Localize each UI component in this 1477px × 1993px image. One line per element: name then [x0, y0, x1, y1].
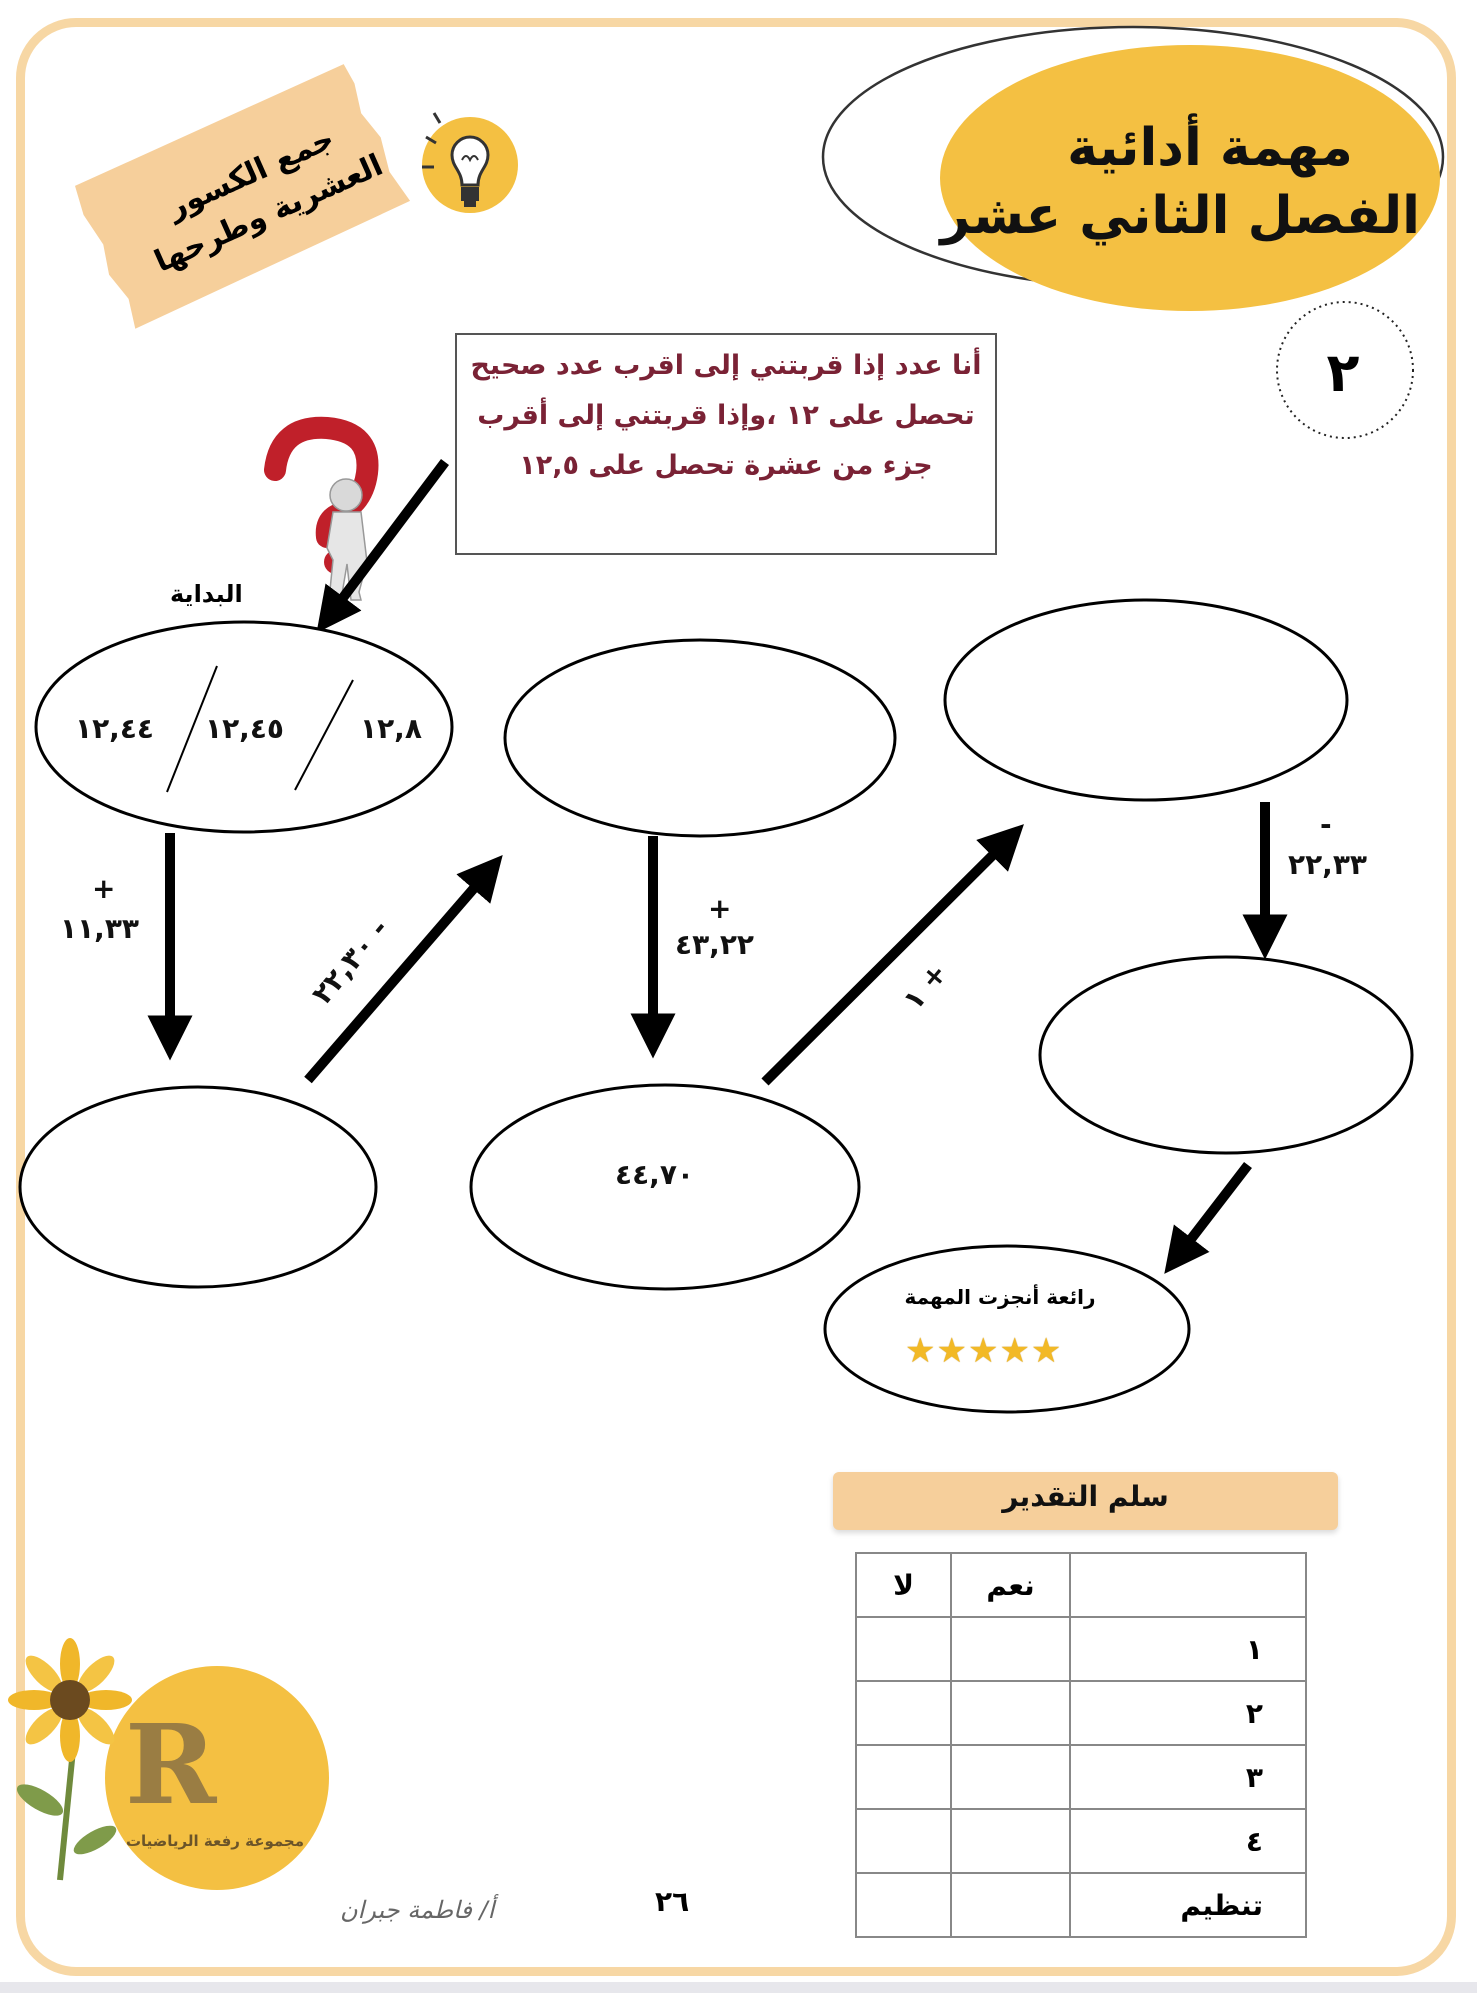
rubric-col-yes: نعم: [951, 1553, 1070, 1617]
op1-value: ١١,٣٣: [60, 912, 139, 945]
task-number: ٢: [1326, 341, 1360, 404]
rubric-cell-yes[interactable]: [951, 1617, 1070, 1681]
rubric-col-no: لا: [856, 1553, 951, 1617]
op4-number: ١: [896, 982, 933, 1017]
rubric-cell-yes[interactable]: [951, 1681, 1070, 1745]
op3-value: ٤٣,٢٢: [675, 928, 754, 961]
title-badge: [940, 45, 1440, 311]
ellipse-3b: [1040, 957, 1412, 1153]
op4-sign: +: [913, 956, 954, 996]
rubric-header-row: [856, 1553, 1306, 1617]
op2-number: ٢٢,٣٠: [305, 928, 382, 1011]
rubric-cell-yes[interactable]: [951, 1873, 1070, 1937]
rubric-table: [855, 1552, 1307, 1938]
op2-sign: -: [362, 912, 396, 943]
rubric-criterion: ٢: [1070, 1681, 1306, 1745]
start-option-3: ١٢,٤٤: [75, 712, 154, 745]
arrow-down-6: [1178, 1165, 1248, 1256]
ellipse-1b: [20, 1087, 376, 1287]
finish-text: رائعة أنجزت المهمة: [904, 1285, 1096, 1309]
rubric-criterion: ٣: [1070, 1745, 1306, 1809]
rubric-criterion: تنظيم: [1070, 1873, 1306, 1937]
riddle-text: أنا عدد إذا قربتني إلى اقرب عدد صحيح تحصل على ١٢ ،وإذا قربتني إلى أقرب جزء من عشرة تحصل على ١٢,٥: [470, 350, 982, 481]
page-number: ٢٦: [655, 1885, 690, 1918]
ellipse-2: [505, 640, 895, 836]
start-option-2: ١٢,٤٥: [205, 712, 284, 745]
rubric-cell-no[interactable]: [856, 1681, 951, 1745]
rubric-cell-yes[interactable]: [951, 1809, 1070, 1873]
op5-sign: -: [1320, 808, 1332, 841]
result-value: ٤٤,٧٠: [615, 1158, 694, 1191]
rubric-criterion: ١: [1070, 1617, 1306, 1681]
question-figure-icon: [275, 428, 368, 600]
topic-label: جمع الكسور العشرية وطرحها: [149, 121, 389, 280]
op3-sign: +: [708, 892, 732, 925]
rubric-cell-yes[interactable]: [951, 1745, 1070, 1809]
rubric-cell-no[interactable]: [856, 1873, 951, 1937]
rubric-cell-no[interactable]: [856, 1617, 951, 1681]
rubric-row: [856, 1809, 1306, 1873]
lightbulb-icon: [422, 113, 518, 213]
rubric-cell-no[interactable]: [856, 1809, 951, 1873]
logo-caption: مجموعة رفعة الرياضيات: [125, 1832, 305, 1850]
rubric-col-criteria: [1070, 1553, 1306, 1617]
title-line-1: مهمة أدائية: [1067, 118, 1353, 178]
title-line-2: الفصل الثاني عشر: [940, 186, 1420, 246]
rubric-cell-no[interactable]: [856, 1745, 951, 1809]
rubric-row: [856, 1681, 1306, 1745]
riddle-box: [455, 333, 997, 555]
finish-ellipse: [825, 1246, 1189, 1412]
op1-sign: +: [92, 872, 116, 905]
rubric-row: [856, 1617, 1306, 1681]
author-signature: أ/ فاطمة جبران: [340, 1896, 495, 1924]
start-label: البداية: [170, 580, 243, 608]
arrow-up-4: [765, 840, 1008, 1082]
rubric-criterion: ٤: [1070, 1809, 1306, 1873]
ellipse-3: [945, 600, 1347, 800]
rubric-row: [856, 1873, 1306, 1937]
rubric-title: سلم التقدير: [1002, 1480, 1169, 1513]
op5-value: ٢٢,٣٣: [1288, 848, 1367, 881]
logo-letter: R: [125, 1700, 217, 1829]
start-option-1: ١٢,٨: [360, 712, 422, 745]
rubric-row: [856, 1745, 1306, 1809]
star-rating: ★★★★★: [905, 1331, 1063, 1371]
